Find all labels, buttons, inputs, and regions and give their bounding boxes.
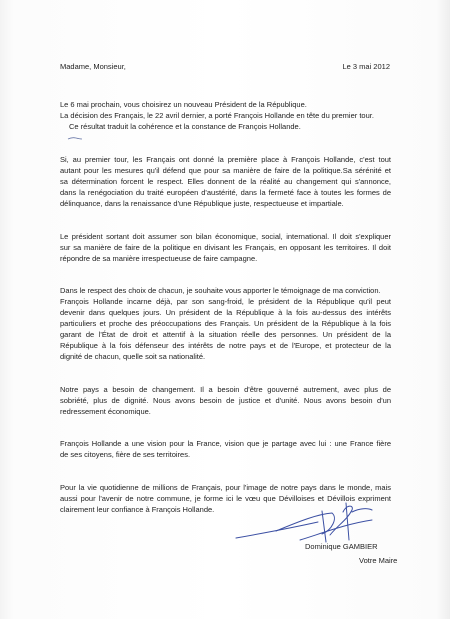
paragraph-2-line-3: sa détermination forcent le respect. Elles donnent de la réalité au changement qui s'annonce,	[60, 177, 391, 186]
paragraph-5-line-2: sobriété, plus de dignité. Nous avons besoin de justice et d'unité. Nous avons besoin d'un	[60, 396, 391, 405]
paragraph-1-line-1: Le 6 mai prochain, vous choisirez un nouveau Président de la République.	[60, 100, 307, 109]
paragraph-2-line-1: Si, au premier tour, les Français ont donné la première place à François Hollande, c'est tout	[60, 155, 391, 164]
paragraph-2-line-4: dans la renégociation du traité européen d'austérité, dans la fermeté face à toutes les formes de	[60, 188, 391, 197]
paragraph-4-line-7: dignité de chacun, quelle soit sa nationalité.	[60, 352, 206, 361]
letter-date: Le 3 mai 2012	[342, 62, 390, 71]
paragraph-6-line-2: de ses citoyens, fière de ses territoires.	[60, 450, 191, 459]
paragraph-7-line-2: aussi pour l'avenir de notre commune, je forme ici le vœu que Dévilloises et Dévillois expriment	[60, 494, 391, 503]
paragraph-5-line-1: Notre pays a besoin de changement. Il a besoin d'être gouverné autrement, avec plus de	[60, 385, 391, 394]
paragraph-4-line-1: Dans le respect des choix de chacun, je souhaite vous apporter le témoignage de ma conviction.	[60, 286, 381, 295]
paragraph-1-line-2: La décision des Français, le 22 avril dernier, a porté François Hollande en tête du premier tour.	[60, 111, 374, 120]
paragraph-4-line-5: garant de l'État de droit et attentif à la situation réelle des personnes. Un président de la	[60, 330, 391, 339]
salutation: Madame, Monsieur,	[60, 62, 126, 71]
paragraph-1-line-3: Ce résultat traduit la cohérence et la constance de François Hollande.	[69, 122, 301, 131]
paragraph-5-line-3: redressement économique.	[60, 407, 151, 416]
paragraph-2-line-2: autant pour les mesures qu'il défend que pour sa manière de faire de la politique.Sa sérénité et	[60, 166, 391, 175]
paragraph-4-line-4: particuliers et proche des préoccupations des Français. Un président de la République à la fois	[60, 319, 391, 328]
signatory-role: Votre Maire	[359, 556, 398, 565]
paragraph-3-line-3: répondre de sa manière irrespectueuse de faire campagne.	[60, 254, 258, 263]
paragraph-7-line-1: Pour la vie quotidienne de millions de Français, pour l'image de notre pays dans le monde, mais	[60, 483, 391, 492]
paragraph-4-line-2: François Hollande incarne déjà, par son sang-froid, le président de la République qu'il peut	[60, 297, 391, 306]
paragraph-3-line-1: Le président sortant doit assumer son bilan économique, social, international. Il doit s'expliquer	[60, 232, 391, 241]
paragraph-4-line-6: République à la fois défenseur des intérêts de notre pays et de l'Europe, et protecteur de la	[60, 341, 391, 350]
signatory-name: Dominique GAMBIER	[305, 542, 378, 551]
paragraph-3-line-2: sur sa manière de faire de la politique en divisant les Français, en opposant les territoires. Il doit	[60, 243, 391, 252]
paragraph-6-line-1: François Hollande a une vision pour la France, vision que je partage avec lui : une France fière	[60, 439, 391, 448]
paragraph-7-line-3: clairement leur confiance à François Hollande.	[60, 505, 215, 514]
paragraph-2-line-5: délinquance, dans la renaissance d'une République juste, respectueuse et impartiale.	[60, 199, 344, 208]
paragraph-4-line-3: devenir dans quelques jours. Un président de la République à la fois au-dessus des intérêts	[60, 308, 391, 317]
